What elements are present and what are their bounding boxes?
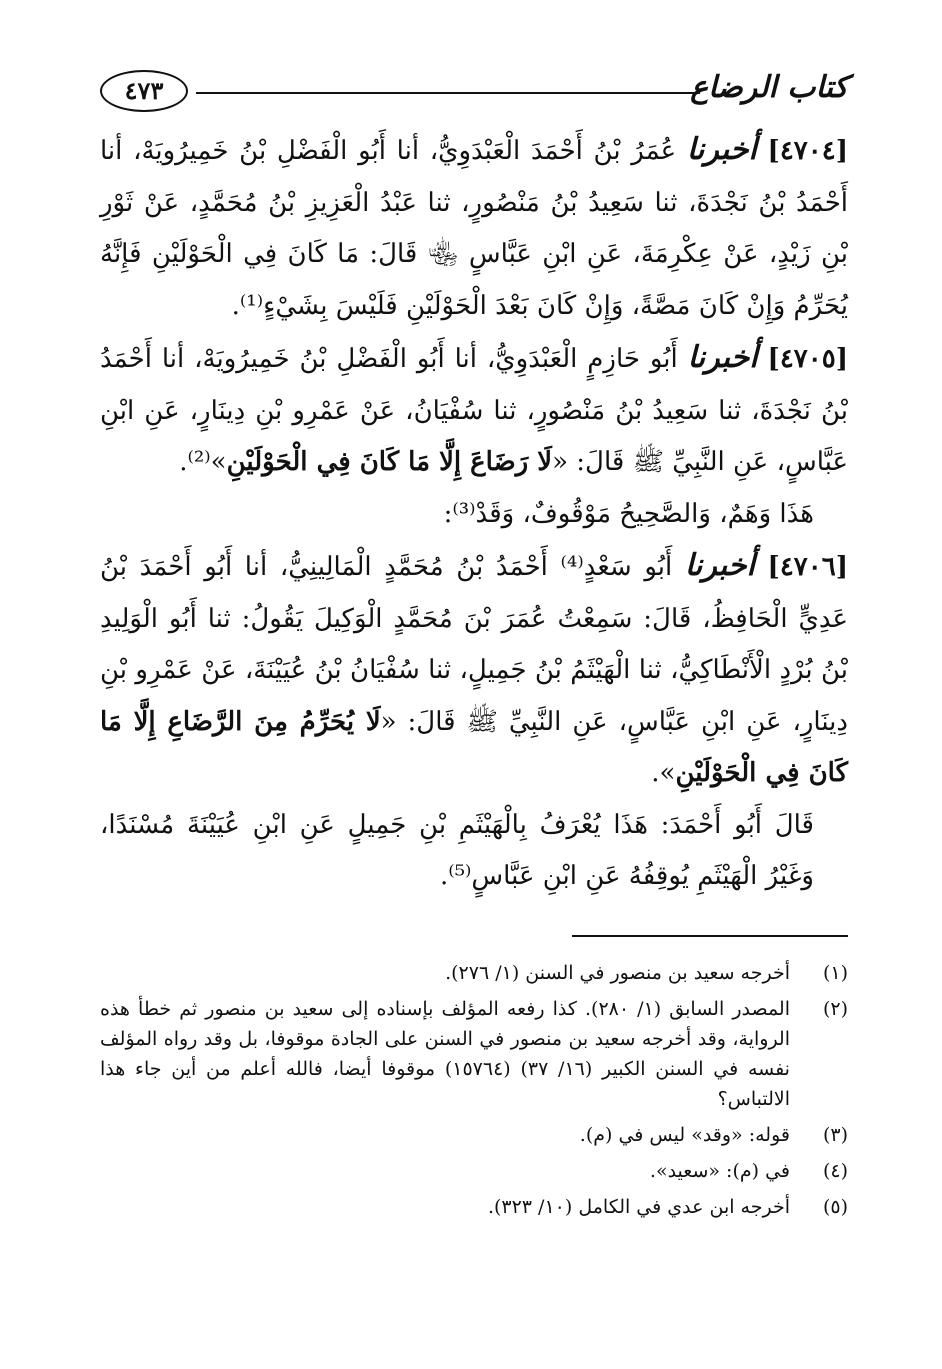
commentary-text: قَالَ أَبُو أَحْمَدَ: هَذَا يُعْرَفُ بِالْهَيْثَمِ بْنِ جَمِيلٍ عَنِ ابْنِ عُيَيْنَةَ مُسْنَدًا، وَغَيْرُ الْهَيْثَمِ يُوقِفُهُ عَنِ ابْنِ عَبَّاسٍ⁽⁵⁾. [100, 809, 814, 891]
footnote-text: في (م): «سعيد». [649, 1160, 790, 1182]
commentary [100, 489, 848, 541]
narration-keyword: أخبرنا [687, 340, 758, 375]
narration-keyword: أخبرنا [686, 132, 757, 167]
footnote [100, 994, 848, 1114]
prophetic-saying: لَا رَضَاعَ إِلَّا مَا كَانَ فِي الْحَوْلَيْنِ [226, 447, 553, 477]
footnote-text: قوله: «وقد» ليس في (م). [579, 1124, 790, 1146]
footnote-text: أخرجه سعيد بن منصور في السنن (١/ ٢٧٦). [445, 962, 790, 984]
book-title: كتاب الرضاع [690, 70, 848, 105]
footnote-number: (٥) [822, 1196, 848, 1218]
footnote-text: أخرجه ابن عدي في الكامل (١٠/ ٣٢٣). [487, 1196, 790, 1218]
hadith-4706 [100, 540, 848, 800]
hadith-4705 [100, 332, 848, 489]
header-rule [196, 92, 700, 94]
hadith-tail: ». [651, 758, 676, 788]
page-header [100, 68, 848, 116]
footnote-text: المصدر السابق (١/ ٢٨٠). كذا رفعه المؤلف بإسناده إلى سعيد بن منصور ثم خطأ هذه الرواية، وقد أخرجه سعيد بن منصور في السنن على الجادة موقوفا، بل وقد رواه المؤلف نفسه في السنن الكبير (١٦/ ٣٧) (١٥٧٦٤) موقوفا أيضا، فالله أعلم من أين جاء هذا الالتباس؟ [100, 998, 790, 1110]
footnote [100, 1156, 848, 1186]
hadith-text: عُمَرُ بْنُ أَحْمَدَ الْعَبْدَوِيُّ، أنا أَبُو الْفَضْلِ بْنُ خَمِيرُويَهْ، أنا أَحْمَدُ بْنُ نَجْدَةَ، ثنا سَعِيدُ بْنُ مَنْصُورٍ، ثنا عَبْدُ الْعَزِيزِ بْنُ مُحَمَّدٍ، عَنْ ثَوْرِ بْنِ زَيْدٍ، عَنْ عِكْرِمَةَ، عَنِ ابْنِ عَبَّاسٍ ﵄ قَالَ: مَا كَانَ فِي الْحَوْلَيْنِ فَإِنَّهُ يُحَرِّمُ وَإِنْ كَانَ مَصَّةً، وَإِنْ كَانَ بَعْدَ الْحَوْلَيْنِ فَلَيْسَ بِشَيْءٍ⁽¹⁾. [100, 136, 848, 321]
narration-keyword: أخبرنا [684, 548, 755, 583]
footnote [100, 1120, 848, 1150]
prophetic-saying: لَا يُحَرِّمُ مِنَ الرَّضَاعِ إِلَّا مَا كَانَ فِي الْحَوْلَيْنِ [100, 706, 848, 788]
body-text [100, 124, 848, 903]
commentary-text: هَذَا وَهَمٌ، وَالصَّحِيحُ مَوْقُوفٌ، وَقَدْ⁽³⁾: [443, 498, 814, 529]
footnote-number: (٣) [822, 1124, 848, 1146]
footnote [100, 1192, 848, 1222]
footnote-number: (١) [822, 962, 848, 984]
commentary-abu-ahmad [100, 800, 848, 903]
hadith-number: [٤٧٠٤] [767, 136, 848, 166]
footnote [100, 958, 848, 988]
hadith-tail: »⁽²⁾. [179, 447, 227, 477]
hadith-number: [٤٧٠٥] [767, 344, 849, 374]
page-number: ٤٧٣ [100, 70, 188, 112]
footnote-number: (٢) [822, 998, 848, 1020]
footnote-rule [572, 935, 848, 937]
footnote-number: (٤) [822, 1160, 848, 1182]
footnotes [100, 958, 848, 1228]
hadith-text: أَبُو سَعْدٍ⁽⁴⁾ أَحْمَدُ بْنُ مُحَمَّدٍ الْمَالِينِيُّ، أنا أَبُو أَحْمَدَ بْنُ عَدِيٍّ الْحَافِظُ، قَالَ: سَمِعْتُ عُمَرَ بْنَ مُحَمَّدٍ الْوَكِيلَ يَقُولُ: ثنا أَبُو الْوَلِيدِ بْنُ بُرْدٍ الْأَنْطَاكِيُّ، ثنا الْهَيْثَمُ بْنُ جَمِيلٍ، ثنا سُفْيَانُ بْنُ عُيَيْنَةَ، عَنْ عَمْرِو بْنِ دِينَارٍ، عَنِ ابْنِ عَبَّاسٍ، عَنِ النَّبِيِّ ﷺ قَالَ: « [100, 552, 848, 737]
hadith-text: أَبُو حَازِمٍ الْعَبْدَوِيُّ، أنا أَبُو الْفَضْلِ بْنُ خَمِيرُويَهْ، أنا أَحْمَدُ بْنُ نَجْدَةَ، ثنا سَعِيدُ بْنُ مَنْصُورٍ، ثنا سُفْيَانُ، عَنْ عَمْرِو بْنِ دِينَارٍ، عَنِ ابْنِ عَبَّاسٍ، عَنِ النَّبِيِّ ﷺ قَالَ: « [100, 344, 848, 477]
hadith-number: [٤٧٠٦] [767, 552, 848, 582]
hadith-4704 [100, 124, 848, 332]
